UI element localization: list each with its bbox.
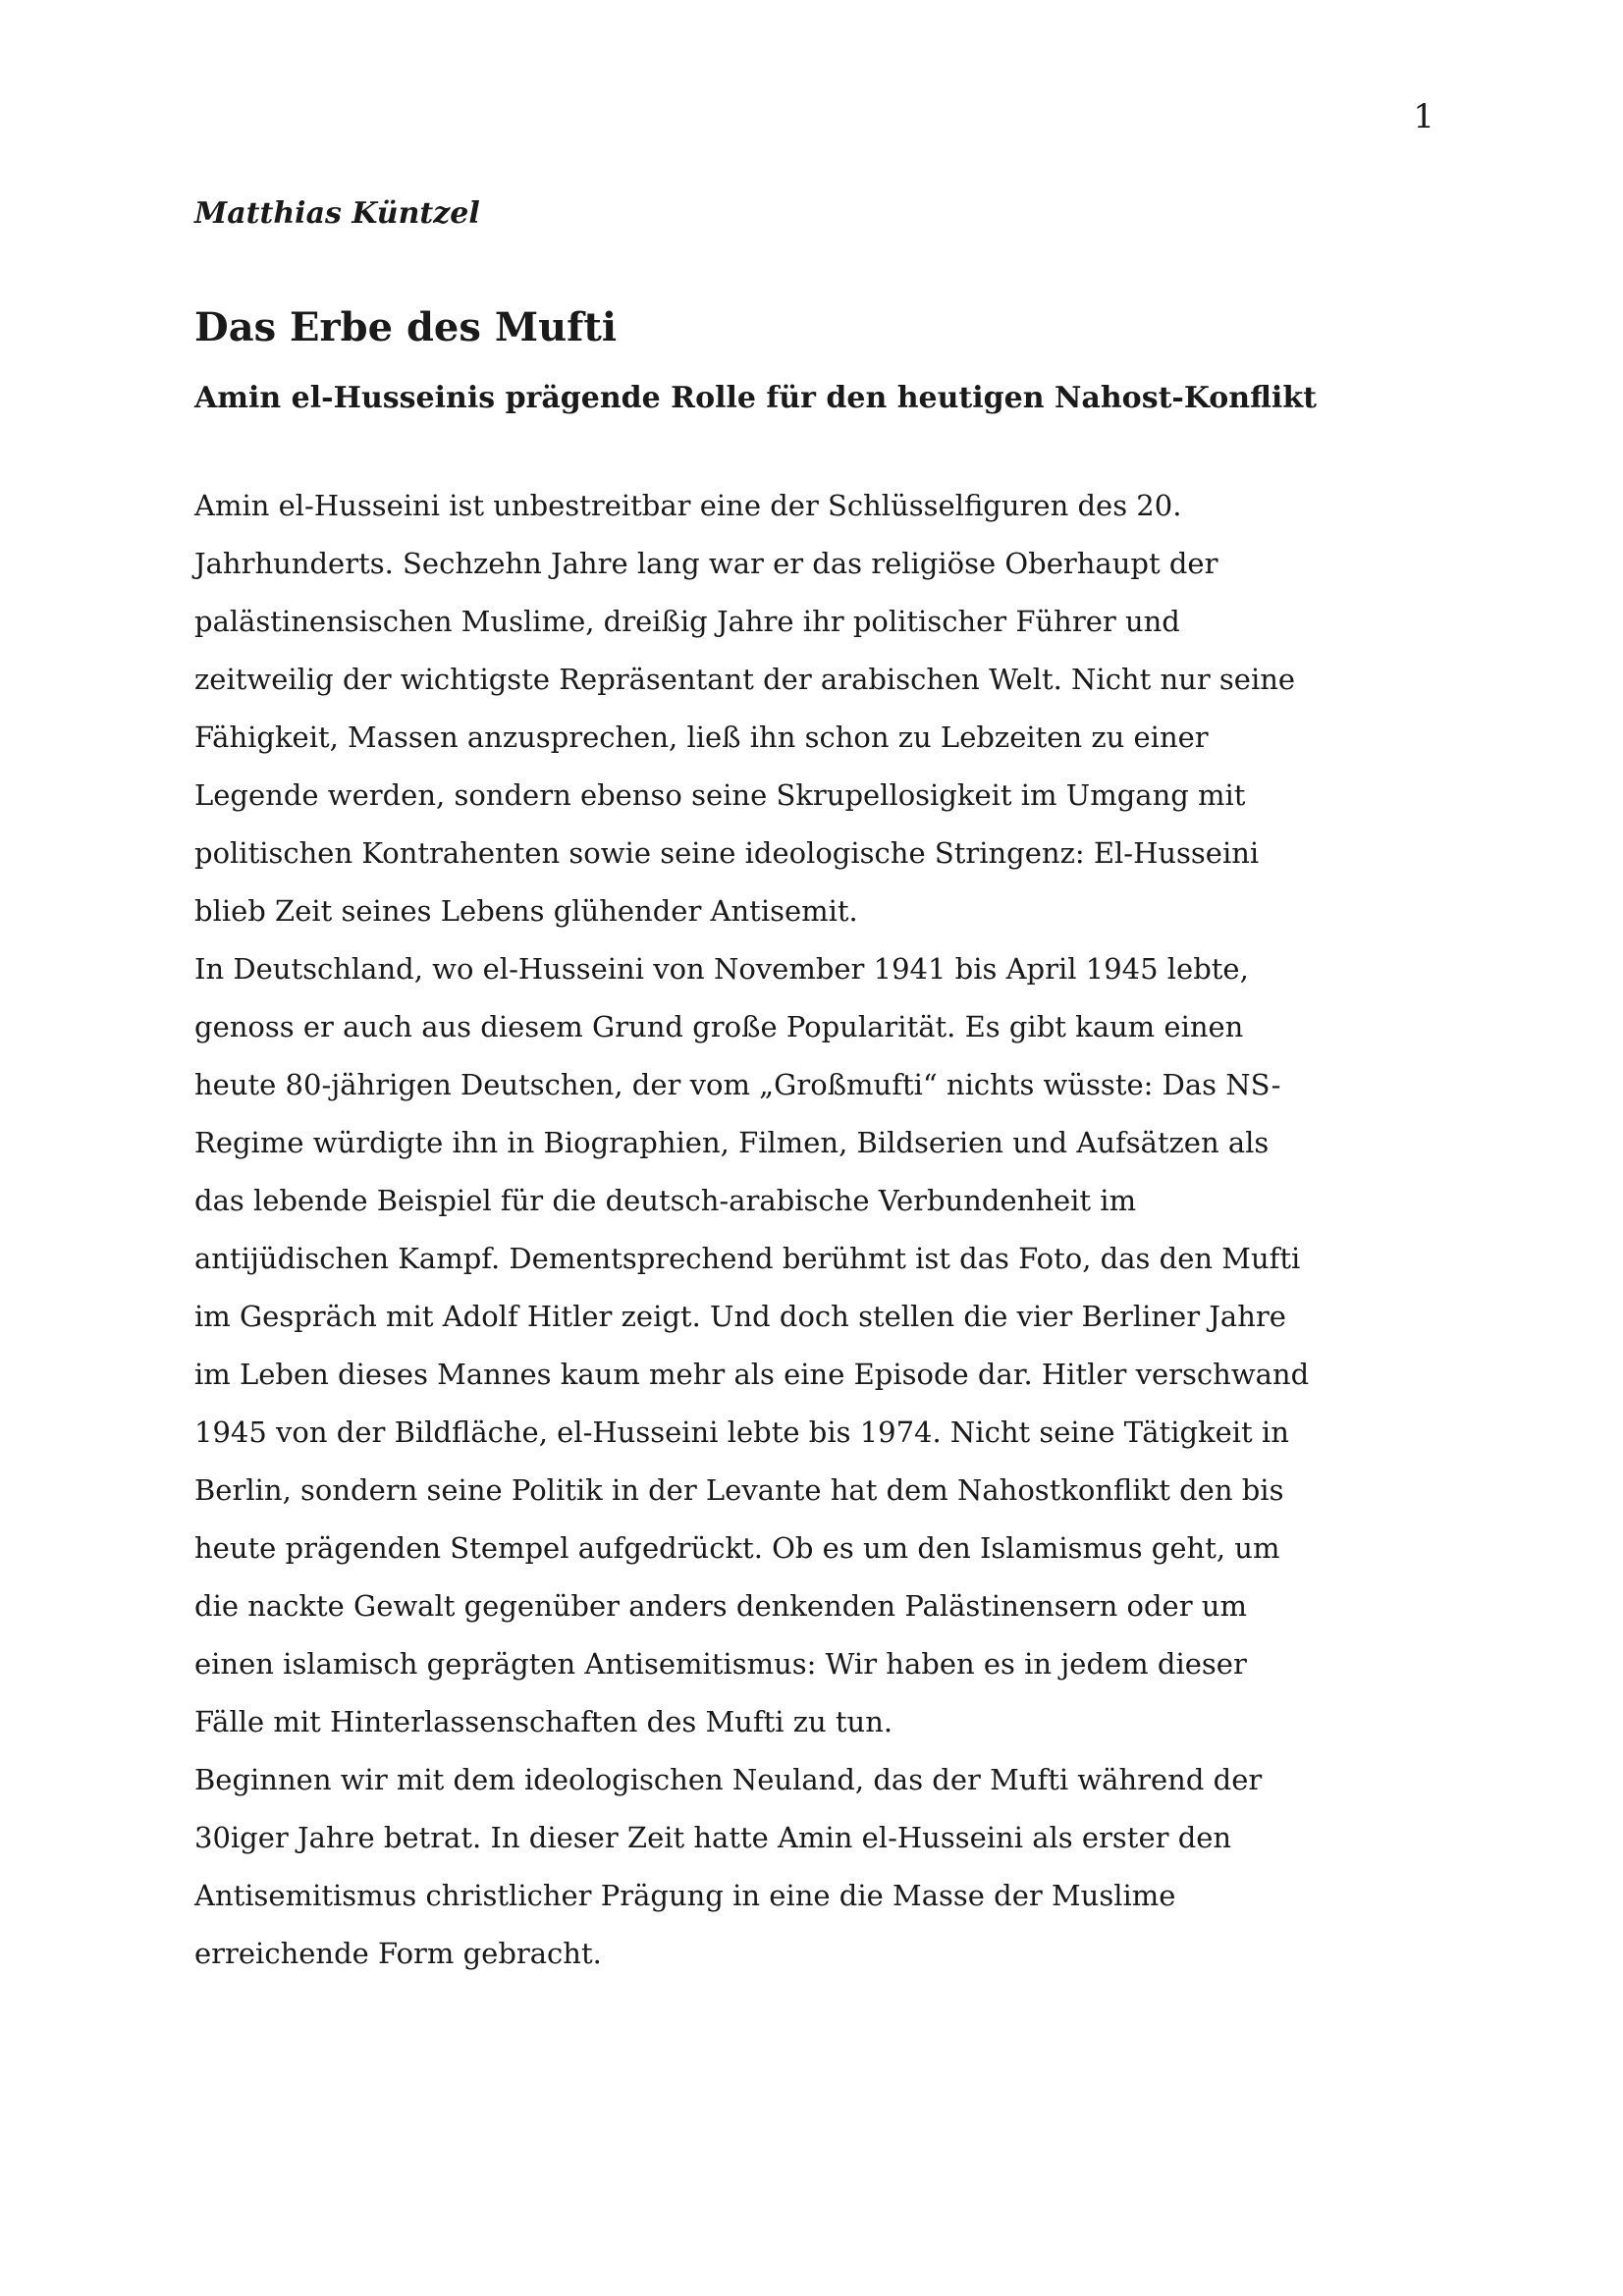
paragraph: Beginnen wir mit dem ideologischen Neuland, das der Mufti während der 30iger Jahre betrat. In dieser Zeit hatte Amin el-Husseini als erster den Antisemitismus christlicher Prägung in eine die Masse der Muslime erreichende Form gebracht. <box>194 1763 1263 1970</box>
document-content <box>194 192 1435 1983</box>
paragraph: Amin el-Husseini ist unbestreitbar eine der Schlüsselfiguren des 20. Jahrhunderts. Sechzehn Jahre lang war er das religiöse Oberhaupt der palästinensischen Muslime, dreißig Jahre ihr politischer Führer und zeitweilig der wichtigste Repräsentant der arabischen Welt. Nicht nur seine Fähigkeit, Massen anzusprechen, ließ ihn schon zu Lebzeiten zu einer Legende werden, sondern ebenso seine Skrupellosigkeit im Umgang mit politischen Kontrahenten sowie seine ideologische Stringenz: El-Husseini blieb Zeit seines Lebens glühender Antisemit. <box>194 489 1296 928</box>
paragraph: In Deutschland, wo el-Husseini von November 1941 bis April 1945 lebte, genoss er auch aus diesem Grund große Popularität. Es gibt kaum einen heute 80-jährigen Deutschen, der vom „Großmufti“ nichts wüsste: Das NS- Regime würdigte ihn in Biographien, Filmen, Bildserien und Aufsätzen als das lebende Beispiel für die deutsch-arabische Verbundenheit im antijüdischen Kampf. Dementsprechend berühmt ist das Foto, das den Mufti im Gespräch mit Adolf Hitler zeigt. Und doch stellen die vier Berliner Jahre im Leben dieses Mannes kaum mehr als eine Episode dar. Hitler verschwand 1945 von der Bildfläche, el-Husseini lebte bis 1974. Nicht seine Tätigkeit in Berlin, sondern seine Politik in der Levante hat dem Nahostkonflikt den bis heute prägenden Stempel aufgedrückt. Ob es um den Islamismus geht, um die nackte Gewalt gegenüber anders denkenden Palästinensern oder um einen islamisch geprägten Antisemitismus: Wir haben es in jedem dieser Fälle mit Hinterlassenschaften des Mufti zu tun. <box>194 952 1310 1738</box>
page-number: 1 <box>1413 97 1434 136</box>
body-text <box>194 477 1435 1983</box>
document-title: Das Erbe des Mufti <box>194 304 618 350</box>
document-subtitle: Amin el-Husseinis prägende Rolle für den heutigen Nahost-Konflikt <box>194 381 1317 415</box>
author-name: Matthias Küntzel <box>194 196 480 231</box>
